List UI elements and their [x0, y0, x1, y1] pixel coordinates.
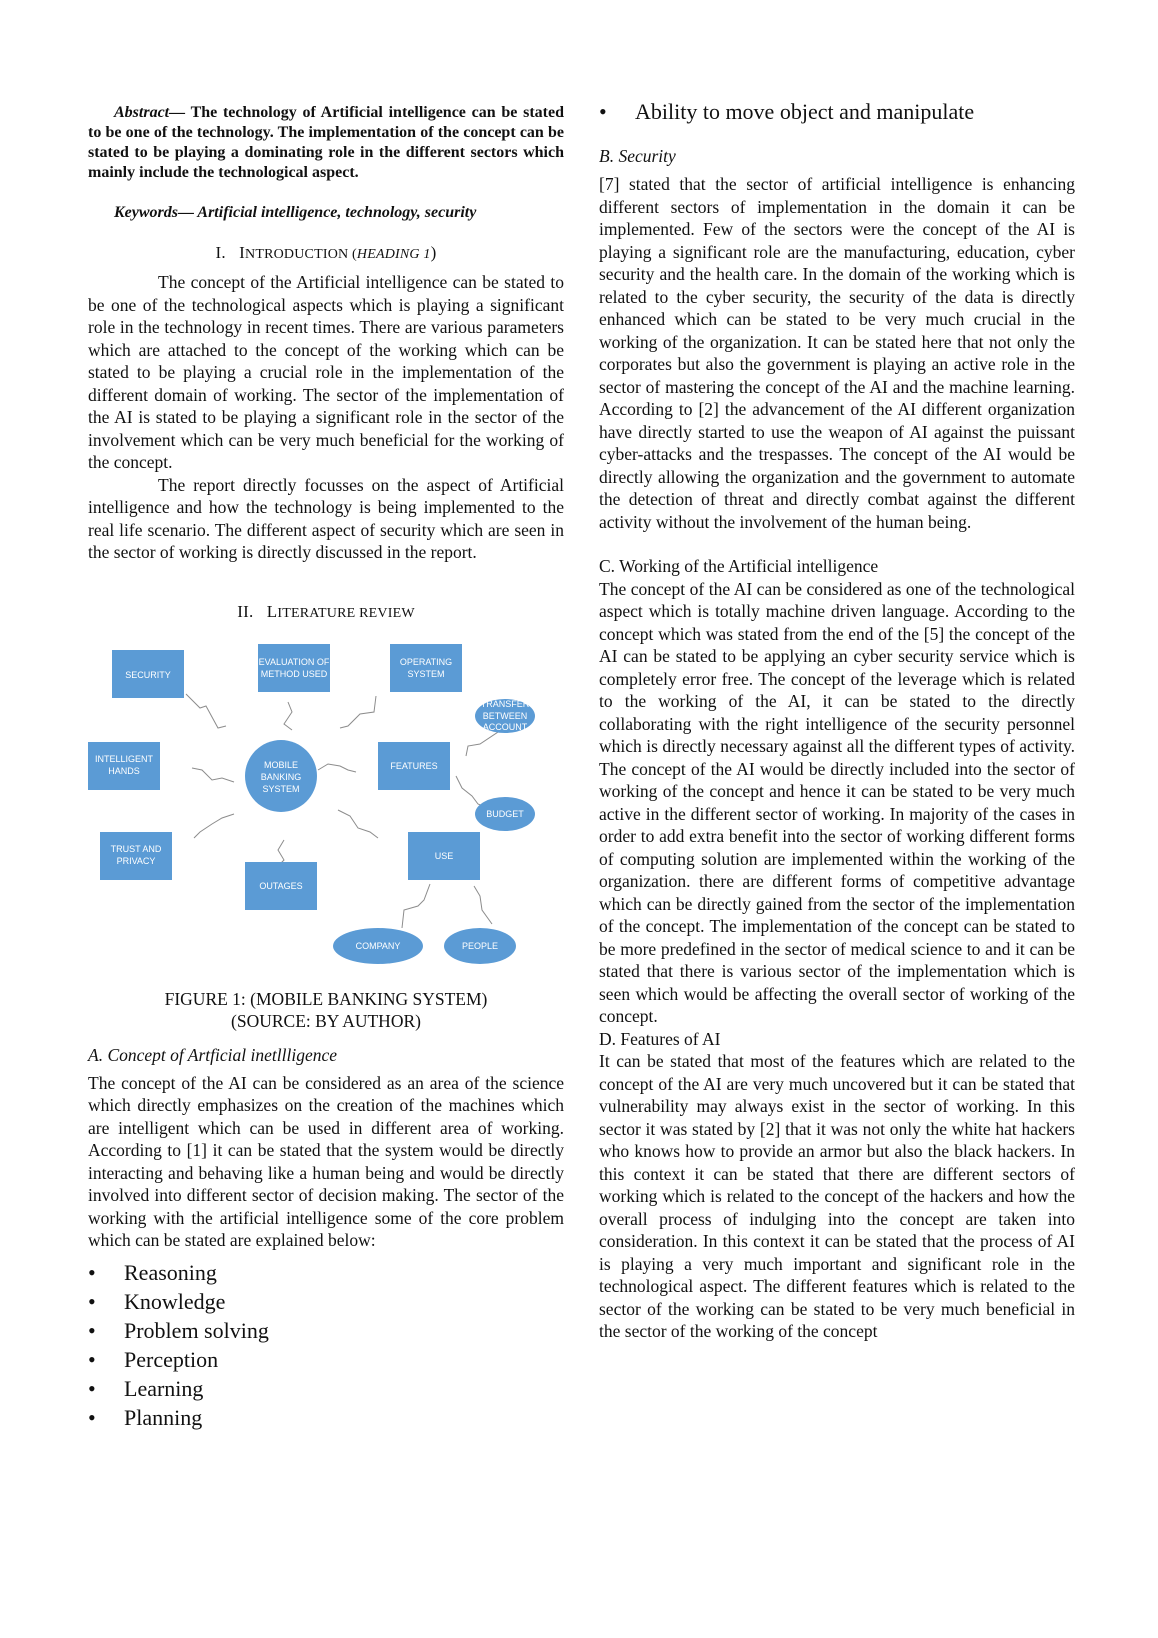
list-item: • Ability to move object and manipulate	[599, 97, 1075, 126]
node-evaluation-label-1: EVALUATION OF	[258, 656, 330, 667]
node-budget-label: BUDGET	[486, 808, 524, 819]
node-company-label: COMPANY	[355, 940, 401, 951]
intro-paragraph-1: The concept of the Artificial intelligence can be stated to be one of the technological aspects which is playing a significant role in the technology in recent times. There are various parameters which are attached to the concept of the working which can be stated to be playing a crucial role in the implementation of the different domain of working. The sector of the implementation of the AI is stated to be playing a significant role in the sector of the involvement which can be very much beneficial for the working of the concept.	[88, 272, 564, 472]
node-budget	[475, 797, 535, 831]
intro-paragraph-2: The report directly focusses on the aspect of Artificial intelligence and how the technology is being implemented to the real life scenario. The different aspect of security which are seen in the sector of working is directly discussed in the report.	[88, 474, 564, 562]
connector-security	[186, 694, 226, 728]
list-item: • Perception	[88, 1345, 564, 1374]
node-operating-label-2: SYSTEM	[407, 668, 445, 679]
node-intelligent-hands	[88, 742, 160, 790]
connector-evaluation	[284, 702, 292, 730]
heading-introduction-numeral: I.	[215, 243, 226, 262]
connector-people	[474, 886, 492, 924]
section-d-paragraph: It can be stated that most of the features which are related to the concept of the AI are very much uncovered but it can be stated that vulnerability may always exist in the sector of working. In this sector it was stated by [2] that it was not only the white hat hackers who knows how to provide an armor but also the black hackers. In this context it can be stated that there are different sectors of working which is related to the concept of the hackers and how the overall process of indulging into the concept are taken into consideration. In this context it can be stated that the process of AI is playing a very much important and significant role in the technological aspect. The different features which is related to the sector of the working can be stated to be very much beneficial in the sector of the working of the concept	[599, 1051, 1075, 1341]
node-outages	[245, 862, 317, 910]
left-column	[88, 103, 564, 1432]
core-problems-list	[88, 1258, 564, 1432]
abstract	[88, 103, 564, 183]
heading-introduction-italic: HEADING 1	[356, 247, 431, 262]
node-intelligent-label-1: INTELLIGENT	[94, 753, 154, 764]
node-security-label: SECURITY	[125, 669, 171, 680]
heading-introduction-first-letter: I	[239, 243, 246, 262]
node-people-label: PEOPLE	[461, 940, 499, 951]
list-item: • Knowledge	[88, 1287, 564, 1316]
heading-literature-review	[88, 602, 564, 622]
continued-list	[599, 97, 1075, 126]
section-a-paragraph: The concept of the AI can be considered as an area of the science which directly emphasizes on the creation of the machines which are intelligent which can be used in different area of working. According to [1] it can be stated that the system would be directly interacting and behaving like a human being and would be directly involved into different sector of decision making. The sector of the working with the artificial intelligence some of the core problem which can be stated are explained below:	[88, 1072, 564, 1250]
node-transfer-label-3: ACCOUNT	[482, 721, 528, 732]
list-item: • Problem solving	[88, 1316, 564, 1345]
heading-introduction	[88, 243, 564, 263]
heading-section-c: C. Working of the Artificial intelligence	[599, 556, 879, 576]
heading-section-b: B. Security	[599, 146, 676, 166]
node-transfer-label-2: BETWEEN	[482, 710, 528, 721]
node-company	[333, 928, 423, 964]
diagram-connectors	[186, 694, 504, 928]
node-mobile-label-2: BANKING	[260, 771, 302, 782]
node-mobile-label-3: SYSTEM	[262, 783, 300, 794]
heading-introduction-close: )	[430, 243, 437, 262]
connector-use	[338, 810, 378, 838]
heading-literature-first-letter: L	[266, 601, 278, 621]
node-transfer-between-account	[475, 699, 535, 733]
figure-mobile-banking	[88, 628, 564, 988]
heading-introduction-rest: NTRODUCTION (	[245, 247, 357, 262]
abstract-text: The technology of Artificial intelligence can be stated to be one of the technology. The implementation of the concept can be stated to be playing a dominating role in the different sectors which mainly include the technological aspect.	[88, 104, 564, 181]
node-operating-label-1: OPERATING	[399, 656, 453, 667]
mobile-banking-diagram	[88, 628, 564, 988]
section-c-paragraph: The concept of the AI can be considered as one of the technological aspect which is totally machine driven language. According to the concept which was stated from the end of the [5] the concept of the AI can be stated to be applying an cyber security service which is completely error free. The concept of the leverage which is related to the working of the AI, it can be stated to the directly collaborating with the right intelligence of the security personnel which is directly necessary against all the different types of activity. The concept of the AI would be directly included into the sector of working of the concept and hence it can be stated to be very much active in the different sector of working. In majority of the cases in order to add extra benefit into the sector of working different forms of computing solution are implemented within the working of the organization. there are different forms of competitive advantage which can be directly gained from the sector of the implementation of the concept. The implementation of the concept can be stated to be more predefined in the sector of medical science to and it can be stated that there is various sector of the implementation which is seen which would be affecting the overall sector of working of the concept.	[599, 578, 1075, 1026]
heading-literature-rest: ITERATURE REVIEW	[277, 605, 415, 621]
section-b-paragraph: [7] stated that the sector of artificial intelligence is enhancing different sectors of implementation in the domain it can be implemented. Few of the sectors were the concept of the AI is playing a significant role are the manufacturing, education, cyber security and the health care. In the domain of the working which is related to the cyber security, the security of the data is directly enhanced which can be stated to be very much crucial in the working of the organization. It can be stated here that not only the corporates but also the government is playing an active role in the sector of mastering the concept of the AI and the machine learning. According to [2] the advancement of the AI different organization have directly started to use the weapon of AI against the puissant cyber-attacks and the trespasses. The concept of the AI would be directly allowing the organization and the government to automate the detection of threat and directly combat against the different activity without the involvement of the human being.	[599, 174, 1075, 532]
heading-section-d: D. Features of AI	[599, 1028, 721, 1049]
node-use	[408, 832, 480, 880]
list-item: • Planning	[88, 1403, 564, 1432]
keywords: Keywords— Artificial intelligence, technology, security	[114, 204, 477, 221]
node-trust-label-1: TRUST AND	[110, 843, 162, 854]
node-evaluation	[258, 644, 330, 692]
node-features-label: FEATURES	[390, 760, 438, 771]
heading-section-a: A. Concept of Artficial inetllligence	[88, 1044, 337, 1065]
connector-trust	[194, 814, 234, 838]
connector-features	[318, 764, 356, 772]
right-column	[599, 99, 1075, 1343]
heading-literature-numeral: II.	[237, 601, 254, 621]
node-evaluation-label-2: METHOD USED	[260, 668, 328, 679]
node-people	[444, 928, 516, 964]
node-mobile-label-1: MOBILE	[263, 759, 299, 770]
node-mobile-banking-system	[245, 740, 317, 812]
connector-company	[402, 884, 430, 928]
list-item: • Learning	[88, 1374, 564, 1403]
node-features	[378, 742, 450, 790]
node-trust-and-privacy	[100, 832, 172, 880]
node-intelligent-label-2: HANDS	[108, 765, 140, 776]
figure-caption-line-2: (SOURCE: BY AUTHOR)	[231, 1011, 421, 1031]
list-item: • Reasoning	[88, 1258, 564, 1287]
node-trust-label-2: PRIVACY	[116, 855, 156, 866]
connector-intelligent	[192, 768, 234, 782]
node-transfer-label-1: TRANSFER	[480, 698, 530, 709]
node-use-label: USE	[434, 850, 454, 861]
node-operating-system	[390, 644, 462, 692]
node-outages-label: OUTAGES	[259, 880, 303, 891]
abstract-lead: Abstract—	[114, 104, 186, 121]
figure-caption-line-1: FIGURE 1: (MOBILE BANKING SYSTEM)	[164, 988, 488, 1009]
node-security	[112, 650, 184, 698]
connector-operating	[340, 696, 376, 728]
